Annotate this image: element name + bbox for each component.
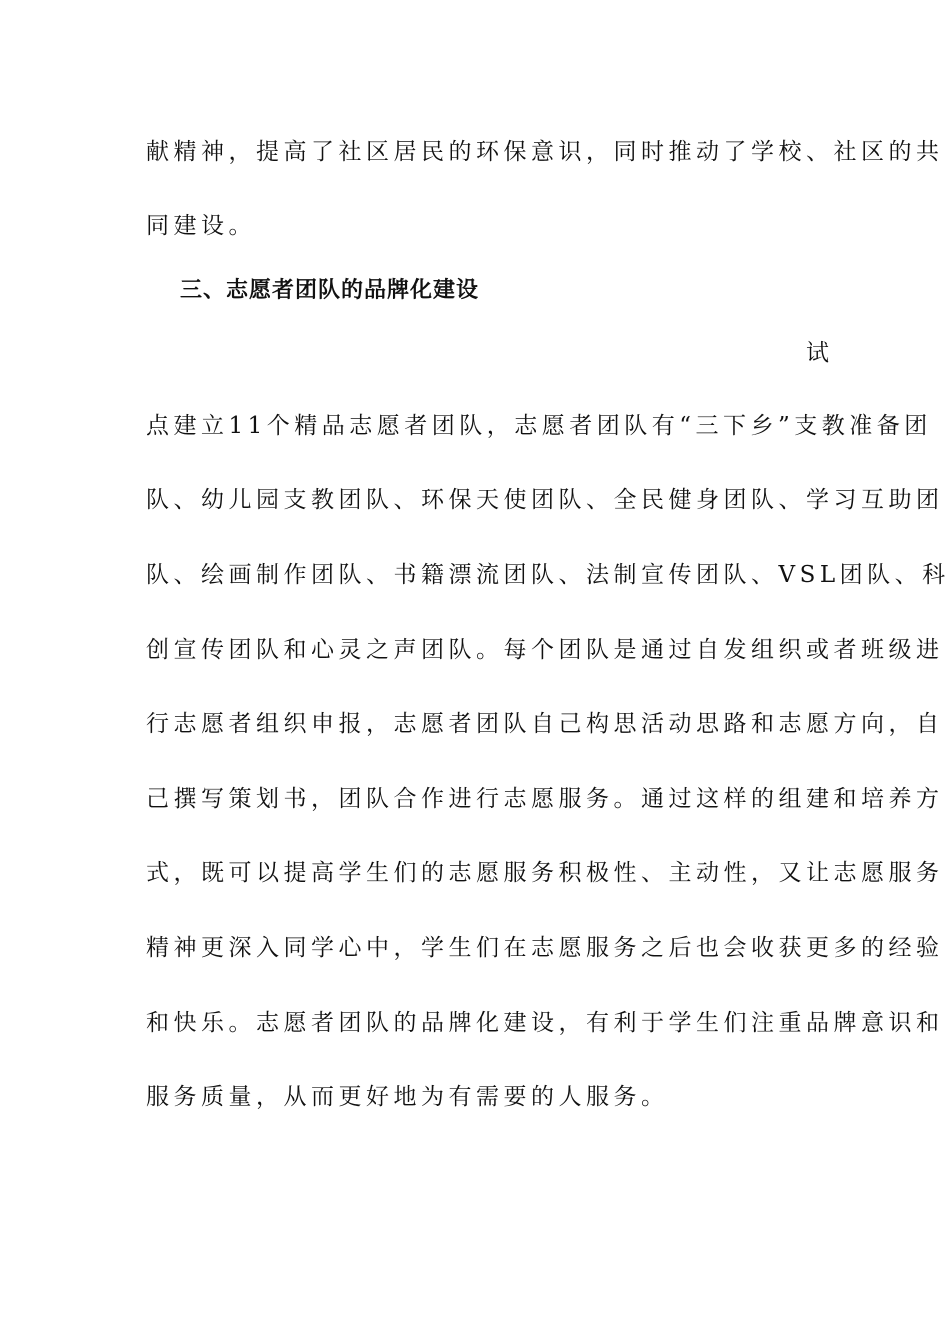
body-text-line: 己撰写策划书，团队合作进行志愿服务。通过这样的组建和培养方 <box>146 786 944 812</box>
section-heading: 三、志愿者团队的品牌化建设 <box>180 278 480 303</box>
body-text-line: 献精神，提高了社区居民的环保意识，同时推动了学校、社区的共 <box>146 139 944 165</box>
body-text-line: 同建设。 <box>146 213 256 239</box>
body-text-line: 精神更深入同学心中，学生们在志愿服务之后也会收获更多的经验 <box>146 935 944 961</box>
orphan-text: 试 <box>806 340 829 366</box>
body-text-line: 行志愿者组织申报，志愿者团队自己构思活动思路和志愿方向，自 <box>146 711 944 737</box>
body-text-line: 创宣传团队和心灵之声团队。每个团队是通过自发组织或者班级进 <box>146 637 944 663</box>
body-text-line: 队、幼儿园支教团队、环保天使团队、全民健身团队、学习互助团 <box>146 487 944 513</box>
body-text-line: 式，既可以提高学生们的志愿服务积极性、主动性，又让志愿服务 <box>146 860 944 886</box>
body-text-line: 服务质量，从而更好地为有需要的人服务。 <box>146 1084 669 1110</box>
body-text-line: 和快乐。志愿者团队的品牌化建设，有利于学生们注重品牌意识和 <box>146 1010 944 1036</box>
body-text-line: 队、绘画制作团队、书籍漂流团队、法制宣传团队、VSL团队、科 <box>146 562 950 588</box>
body-text-line: 点建立11个精品志愿者团队，志愿者团队有“三下乡”支教准备团 <box>146 413 932 439</box>
